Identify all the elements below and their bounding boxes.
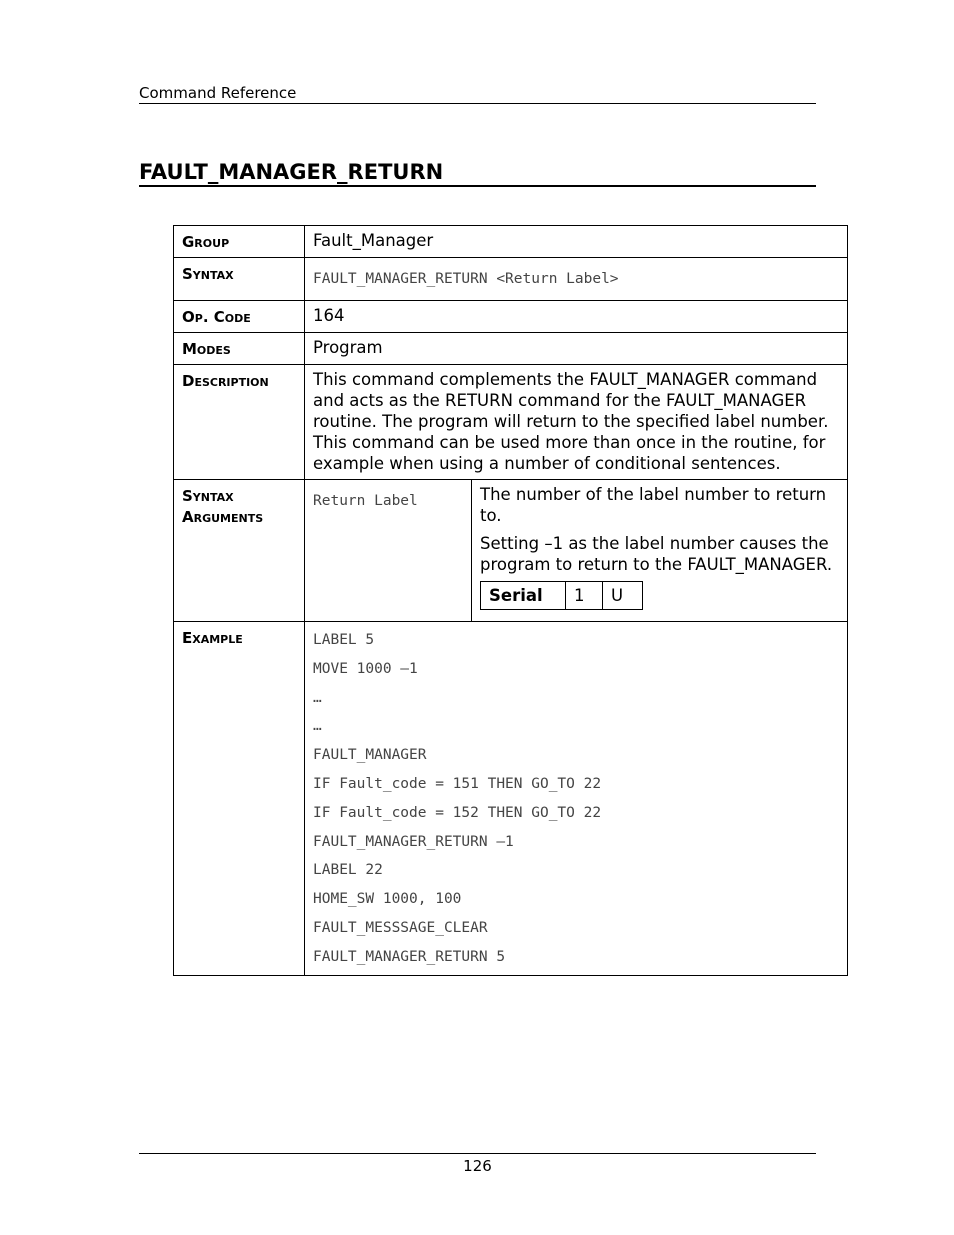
argument-name-cell bbox=[305, 480, 472, 621]
arguments-inner-table bbox=[305, 480, 847, 621]
command-reference-table bbox=[173, 225, 848, 976]
row-modes bbox=[174, 333, 848, 365]
syntax-label: Syntax bbox=[174, 258, 305, 301]
code-line: HOME_SW 1000, 100 bbox=[313, 891, 462, 908]
modes-value: Program bbox=[305, 333, 848, 365]
description-label: Description bbox=[174, 365, 305, 480]
code-line: FAULT_MANAGER_RETURN 5 bbox=[313, 948, 506, 965]
footer-rule bbox=[139, 1153, 816, 1154]
example-label: Example bbox=[174, 622, 305, 976]
example-code-block bbox=[305, 622, 848, 976]
syntax-arguments-label-line1: Syntax bbox=[182, 487, 234, 505]
syntax-arguments-label-line2: Arguments bbox=[182, 508, 264, 526]
serial-unit: U bbox=[603, 582, 643, 610]
row-group bbox=[174, 226, 848, 258]
code-line: IF Fault_code = 151 THEN GO_TO 22 bbox=[313, 775, 602, 792]
row-syntax-arguments bbox=[174, 480, 848, 622]
modes-label: Modes bbox=[174, 333, 305, 365]
code-line: LABEL 22 bbox=[313, 862, 383, 879]
code-line: … bbox=[313, 689, 322, 706]
running-header: Command Reference bbox=[139, 84, 816, 104]
opcode-value: 164 bbox=[305, 301, 848, 333]
syntax-arguments-label bbox=[174, 480, 305, 622]
code-line: FAULT_MESSSAGE_CLEAR bbox=[313, 919, 488, 936]
row-description bbox=[174, 365, 848, 480]
row-example bbox=[174, 622, 848, 976]
argument-description-2: Setting –1 as the label number causes the program to return to the FAULT_MANAGER. bbox=[480, 534, 833, 574]
argument-description-cell bbox=[472, 480, 848, 621]
group-value: Fault_Manager bbox=[305, 226, 848, 258]
page-title: FAULT_MANAGER_RETURN bbox=[139, 160, 816, 187]
code-line: IF Fault_code = 152 THEN GO_TO 22 bbox=[313, 804, 602, 821]
syntax-value-cell bbox=[305, 258, 848, 301]
argument-description-1: The number of the label number to return to. bbox=[480, 485, 827, 525]
syntax-value: FAULT_MANAGER_RETURN <Return Label> bbox=[313, 271, 619, 287]
group-label: Group bbox=[174, 226, 305, 258]
syntax-arguments-cell bbox=[305, 480, 848, 622]
row-opcode bbox=[174, 301, 848, 333]
serial-table bbox=[480, 581, 643, 610]
page-number: 126 bbox=[463, 1157, 492, 1175]
code-line: … bbox=[313, 718, 322, 735]
description-value: This command complements the FAULT_MANAGER command and acts as the RETURN command for the FAULT_MANAGER routine. The program will return to the specified label number. This command can be used more than once in the routine, for example when using a number of conditional sentences. bbox=[305, 365, 848, 480]
code-line: LABEL 5 bbox=[313, 632, 375, 648]
code-line: FAULT_MANAGER_RETURN –1 bbox=[313, 833, 514, 850]
opcode-label: Op. Code bbox=[174, 301, 305, 333]
code-line: FAULT_MANAGER bbox=[313, 747, 427, 764]
row-syntax bbox=[174, 258, 848, 301]
serial-label: Serial bbox=[481, 582, 566, 610]
argument-name: Return Label bbox=[313, 493, 418, 509]
code-line: MOVE 1000 –1 bbox=[313, 660, 418, 677]
serial-value: 1 bbox=[566, 582, 603, 610]
